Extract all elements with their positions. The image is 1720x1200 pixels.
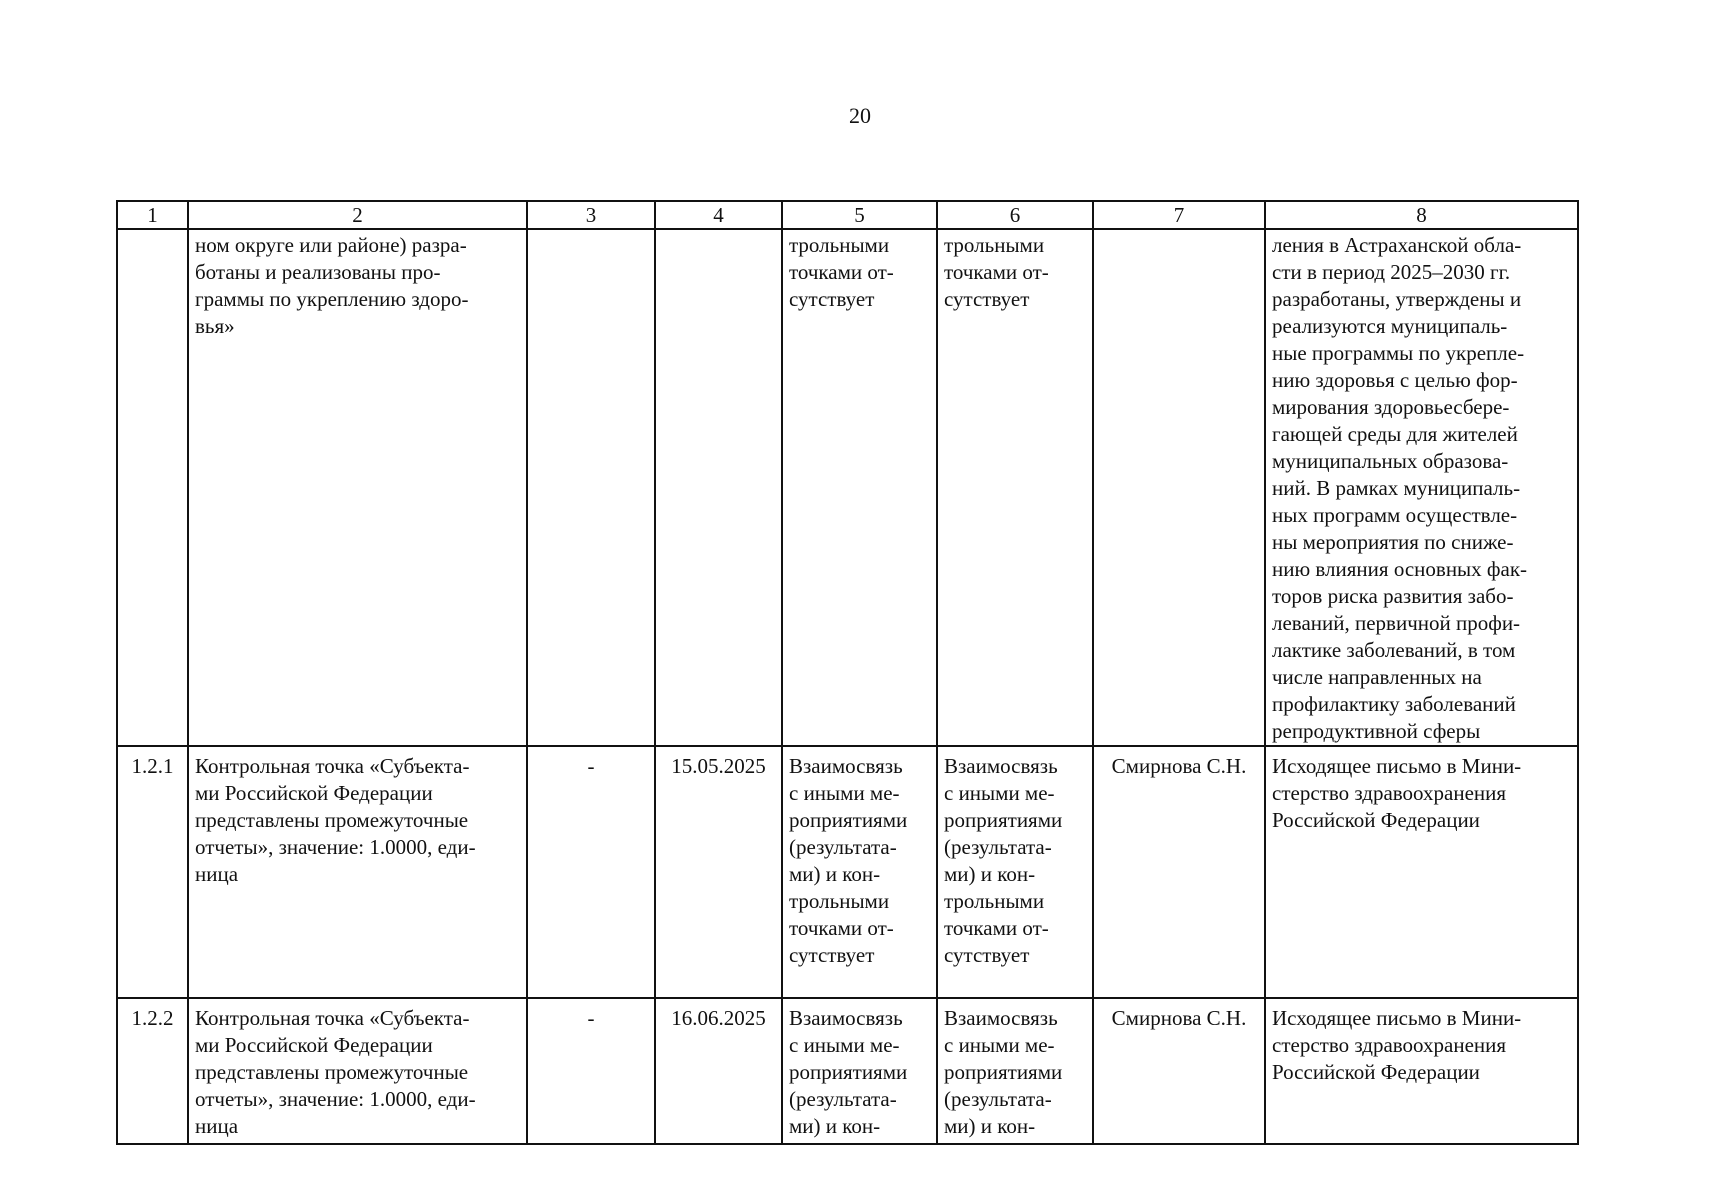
column-header-6: 6 xyxy=(937,201,1093,229)
date-cell: 15.05.2025 xyxy=(655,746,782,998)
column-header-7: 7 xyxy=(1093,201,1265,229)
relation-cell: Взаимосвязь с иными ме- роприятиями (результата- ми) и кон- xyxy=(782,998,937,1144)
column-header-2: 2 xyxy=(188,201,527,229)
row-number-cell: 1.2.1 xyxy=(117,746,188,998)
responsible-cell xyxy=(1093,229,1265,746)
description-cell: Контрольная точка «Субъекта- ми Российской Федерации представлены промежуточные отчеты», значение: 1.0000, еди- ница xyxy=(188,746,527,998)
date-cell: 16.06.2025 xyxy=(655,998,782,1144)
plan-table xyxy=(116,200,1579,1145)
page-number: 20 xyxy=(849,103,871,128)
row-number-cell: 1.2.2 xyxy=(117,998,188,1144)
column-header-8: 8 xyxy=(1265,201,1578,229)
responsible-cell: Смирнова С.Н. xyxy=(1093,746,1265,998)
column-3-cell: - xyxy=(527,746,655,998)
column-header-4: 4 xyxy=(655,201,782,229)
description-cell: ном округе или районе) разра- ботаны и реализованы про- граммы по укреплению здоро- вья» xyxy=(188,229,527,746)
description-cell: Контрольная точка «Субъекта- ми Российской Федерации представлены промежуточные отчеты», значение: 1.0000, еди- ница xyxy=(188,998,527,1144)
relation-cell-2: Взаимосвязь с иными ме- роприятиями (результата- ми) и кон- трольными точками от- сутствует xyxy=(937,746,1093,998)
relation-cell-2: трольными точками от- сутствует xyxy=(937,229,1093,746)
table-row-1-2-1 xyxy=(117,746,1578,998)
column-header-3: 3 xyxy=(527,201,655,229)
table-row-continuation xyxy=(117,229,1578,746)
responsible-cell: Смирнова С.Н. xyxy=(1093,998,1265,1144)
document-cell: Исходящее письмо в Мини- стерство здравоохранения Российской Федерации xyxy=(1265,998,1578,1144)
table-row-1-2-2 xyxy=(117,998,1578,1144)
relation-cell: трольными точками от- сутствует xyxy=(782,229,937,746)
relation-cell-2: Взаимосвязь с иными ме- роприятиями (результата- ми) и кон- xyxy=(937,998,1093,1144)
relation-cell: Взаимосвязь с иными ме- роприятиями (результата- ми) и кон- трольными точками от- сутствует xyxy=(782,746,937,998)
column-3-cell xyxy=(527,229,655,746)
column-3-cell: - xyxy=(527,998,655,1144)
document-cell: ления в Астраханской обла- сти в период 2025–2030 гг. разработаны, утверждены и реализуются муниципаль- ные программы по укрепле- нию здоровья с целью фор- мирования здоровьесбере- гающей среды для жителей муниципальных образова- ний. В рамках муниципаль- ных программ осуществле- ны мероприятия по сниже- нию влияния основных фак- торов риска развития забо- леваний, первичной профи- лактике заболеваний, в том числе направленных на профилактику заболеваний репродуктивной сферы xyxy=(1265,229,1578,746)
column-header-5: 5 xyxy=(782,201,937,229)
header-row xyxy=(117,201,1578,229)
document-cell: Исходящее письмо в Мини- стерство здравоохранения Российской Федерации xyxy=(1265,746,1578,998)
column-header-1: 1 xyxy=(117,201,188,229)
date-cell xyxy=(655,229,782,746)
row-number-cell xyxy=(117,229,188,746)
